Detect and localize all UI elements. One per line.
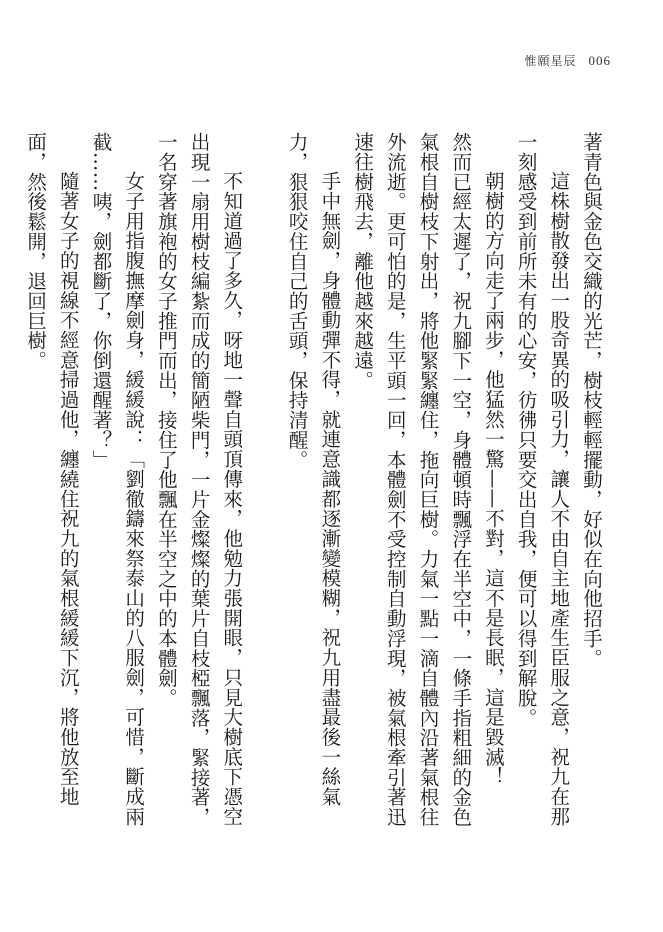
paragraph-2: 這株樹散發出一股奇異的吸引力，讓人不由自主地產生臣服之意，祝九在那一刻感受到前所未有的心安，彷彿只要交出自我，便可以得到解脫。 (514, 132, 571, 827)
paragraph-7: 女子用指腹撫摩劍身，緩緩說：「劉徹鑄來祭泰山的八服劍，可惜，斷成兩截……咦，劍都斷了，你倒還醒著？」 (89, 132, 146, 827)
book-title: 惟願星辰 (524, 54, 577, 68)
running-header (524, 52, 611, 69)
paragraph-3: 朝樹的方向走了兩步，他猛然一驚——不對，這不是長眠，這是毀滅！ (481, 171, 505, 787)
section-break (247, 132, 280, 832)
page-number: 006 (588, 53, 611, 68)
vertical-text-body (24, 132, 607, 832)
paragraph-1: 著青色與金色交織的光芒，樹枝輕輕擺動，好似在向他招手。 (580, 132, 603, 668)
paragraph-5: 手中無劍，身體動彈不得，就連意識都逐漸變模糊，祝九用盡最後一絲氣力，狠狠咬住自己的舌頭，保持清醒。 (285, 132, 342, 807)
paragraph-6: 不知道過了多久，呀地一聲自頭頂傳來，他勉力張開眼，只見大樹底下憑空出現一扇用樹枝編紮而成的簡陋柴門，一片金燦燦的葉片自枝椏飄落，緊接著，一名穿著旗袍的女子推門而出，接住了他飄在半空之中的本體劍。 (154, 132, 244, 827)
paragraph-4: 然而已經太遲了，祝九腳下一空，身體頓時飄浮在半空中，一條手指粗細的金色氣根自樹枝下射出，將他緊緊纏住，拖向巨樹。力氣一點一滴自體內沿著氣根往外流逝。更可怕的是，生平頭一回，本體劍不受控制自動浮現，被氣根牽引著迅速往樹飛去，離他越來越遠。 (351, 132, 473, 827)
paragraph-8: 隨著女子的視線不經意掃過他，纏繞住祝九的氣根緩緩下沉，將他放至地面，然後鬆開，退回巨樹。 (24, 132, 80, 807)
